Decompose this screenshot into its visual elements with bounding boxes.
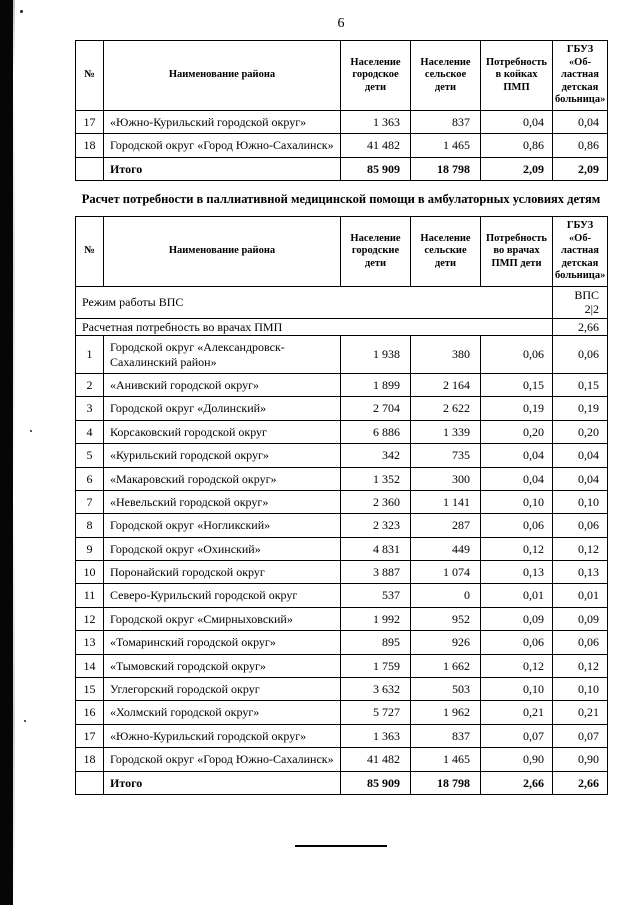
- row-number: 6: [76, 467, 104, 490]
- need-value: 0,09: [481, 607, 553, 630]
- total-need: 2,09: [481, 157, 553, 180]
- district-name: «Холмский городской округ»: [104, 701, 341, 724]
- need-value: 0,04: [481, 444, 553, 467]
- rural-children-value: 380: [411, 336, 481, 374]
- column-header-rural-children: Население сельские дети: [411, 217, 481, 287]
- beds-table-body: [76, 110, 608, 157]
- hospital-value: 0,86: [553, 134, 608, 157]
- rural-children-value: 837: [411, 110, 481, 133]
- calc-need-value: 2,66: [553, 318, 608, 335]
- need-value: 0,06: [481, 514, 553, 537]
- rural-children-value: 300: [411, 467, 481, 490]
- vps-mode-label: Режим работы ВПС: [76, 286, 553, 318]
- calc-need-label: Расчетная потребность во врачах ПМП: [76, 318, 553, 335]
- hospital-value: 0,06: [553, 336, 608, 374]
- table-row: [76, 584, 608, 607]
- urban-children-value: 1 363: [341, 110, 411, 133]
- column-header-urban-children: Население городские дети: [341, 217, 411, 287]
- table-row: [76, 654, 608, 677]
- rural-children-value: 1 465: [411, 748, 481, 771]
- need-value: 0,21: [481, 701, 553, 724]
- district-name: «Южно-Курильский городской округ»: [104, 724, 341, 747]
- row-number: 17: [76, 724, 104, 747]
- urban-children-value: 895: [341, 631, 411, 654]
- table-row: [76, 678, 608, 701]
- row-number: 8: [76, 514, 104, 537]
- rural-children-value: 926: [411, 631, 481, 654]
- scan-speck: [20, 10, 23, 13]
- hospital-value: 0,07: [553, 724, 608, 747]
- urban-children-value: 6 886: [341, 420, 411, 443]
- row-number: 1: [76, 336, 104, 374]
- hospital-value: 0,12: [553, 537, 608, 560]
- urban-children-value: 342: [341, 444, 411, 467]
- table-row: [76, 467, 608, 490]
- hospital-value: 0,10: [553, 490, 608, 513]
- urban-children-value: 1 352: [341, 467, 411, 490]
- district-name: Городской округ «Ногликский»: [104, 514, 341, 537]
- row-number: 10: [76, 561, 104, 584]
- rural-children-value: 1 662: [411, 654, 481, 677]
- district-name: Городской округ «Смирныховский»: [104, 607, 341, 630]
- need-value: 0,19: [481, 397, 553, 420]
- beds-need-table: [75, 40, 608, 181]
- urban-children-value: 2 704: [341, 397, 411, 420]
- table-row: [76, 336, 608, 374]
- rural-children-value: 735: [411, 444, 481, 467]
- urban-children-value: 2 323: [341, 514, 411, 537]
- hospital-value: 0,15: [553, 373, 608, 396]
- column-header-num: №: [76, 217, 104, 287]
- rural-children-value: 2 164: [411, 373, 481, 396]
- total-urban: 85 909: [341, 771, 411, 794]
- table-row: [76, 110, 608, 133]
- rural-children-value: 952: [411, 607, 481, 630]
- scan-edge-artifact: [0, 0, 13, 905]
- need-value: 0,10: [481, 678, 553, 701]
- table-row: [76, 537, 608, 560]
- district-name: «Курильский городской округ»: [104, 444, 341, 467]
- row-number: 14: [76, 654, 104, 677]
- district-name: Северо-Курильский городской округ: [104, 584, 341, 607]
- urban-children-value: 4 831: [341, 537, 411, 560]
- urban-children-value: 3 887: [341, 561, 411, 584]
- table-row: [76, 397, 608, 420]
- total-hospital: 2,66: [553, 771, 608, 794]
- need-value: 0,06: [481, 631, 553, 654]
- district-name: «Невельский городской округ»: [104, 490, 341, 513]
- scan-speck: [30, 430, 32, 432]
- row-number: 13: [76, 631, 104, 654]
- vps-mode-row: [76, 286, 608, 318]
- table-row: [76, 444, 608, 467]
- hospital-value: 0,10: [553, 678, 608, 701]
- rural-children-value: 837: [411, 724, 481, 747]
- district-name: «Анивский городской округ»: [104, 373, 341, 396]
- table-row: [76, 514, 608, 537]
- row-number: 2: [76, 373, 104, 396]
- district-name: Городской округ «Охинский»: [104, 537, 341, 560]
- need-value: 0,86: [481, 134, 553, 157]
- document-page: [75, 16, 607, 847]
- need-value: 0,04: [481, 467, 553, 490]
- row-number: 7: [76, 490, 104, 513]
- need-value: 0,15: [481, 373, 553, 396]
- row-number: 11: [76, 584, 104, 607]
- hospital-value: 0,21: [553, 701, 608, 724]
- section-heading: Расчет потребности в паллиативной медицинской помощи в амбулаторных условиях детям: [81, 192, 601, 207]
- outpatient-need-table: [75, 216, 608, 795]
- district-name: Городской округ «Город Южно-Сахалинск»: [104, 134, 341, 157]
- page-number: 6: [337, 16, 345, 31]
- column-header-doctors-need: Потребность во врачах ПМП дети: [481, 217, 553, 287]
- column-header-beds-need: Потребность в койках ПМП: [481, 41, 553, 111]
- rural-children-value: 1 074: [411, 561, 481, 584]
- rural-children-value: 2 622: [411, 397, 481, 420]
- rural-children-value: 449: [411, 537, 481, 560]
- need-value: 0,12: [481, 537, 553, 560]
- urban-children-value: 1 759: [341, 654, 411, 677]
- need-value: 0,04: [481, 110, 553, 133]
- table-header-row: [76, 217, 608, 287]
- district-name: «Южно-Курильский городской округ»: [104, 110, 341, 133]
- hospital-value: 0,01: [553, 584, 608, 607]
- column-header-num: №: [76, 41, 104, 111]
- row-number: 18: [76, 748, 104, 771]
- row-number: 17: [76, 110, 104, 133]
- total-rural: 18 798: [411, 771, 481, 794]
- scan-speck: [24, 720, 26, 722]
- column-header-hospital: ГБУЗ «Об-ластная детская больница»: [553, 217, 608, 287]
- rural-children-value: 1 339: [411, 420, 481, 443]
- row-number: 3: [76, 397, 104, 420]
- row-number: 18: [76, 134, 104, 157]
- need-value: 0,12: [481, 654, 553, 677]
- need-value: 0,06: [481, 336, 553, 374]
- row-number: 12: [76, 607, 104, 630]
- table-header-row: [76, 41, 608, 111]
- rural-children-value: 1 141: [411, 490, 481, 513]
- district-name: «Тымовский городской округ»: [104, 654, 341, 677]
- outpatient-table-body: [76, 336, 608, 771]
- district-name: Городской округ «Город Южно-Сахалинск»: [104, 748, 341, 771]
- table-row: [76, 373, 608, 396]
- need-value: 0,20: [481, 420, 553, 443]
- table-row: [76, 748, 608, 771]
- column-header-district: Наименование района: [104, 41, 341, 111]
- table-row: [76, 561, 608, 584]
- district-name: Углегорский городской округ: [104, 678, 341, 701]
- district-name: Поронайский городской округ: [104, 561, 341, 584]
- vps-mode-value: ВПС 2|2: [553, 286, 608, 318]
- column-header-rural-children: Население сельское дети: [411, 41, 481, 111]
- need-value: 0,07: [481, 724, 553, 747]
- hospital-value: 0,04: [553, 444, 608, 467]
- footer-rule: [295, 845, 387, 847]
- hospital-value: 0,19: [553, 397, 608, 420]
- hospital-value: 0,06: [553, 631, 608, 654]
- total-label: Итого: [104, 157, 341, 180]
- total-row: [76, 157, 608, 180]
- table-row: [76, 420, 608, 443]
- need-value: 0,01: [481, 584, 553, 607]
- row-number: 16: [76, 701, 104, 724]
- row-number: 15: [76, 678, 104, 701]
- district-name: Городской округ «Александровск-Сахалинский район»: [104, 336, 341, 374]
- total-need: 2,66: [481, 771, 553, 794]
- total-rural: 18 798: [411, 157, 481, 180]
- hospital-value: 0,06: [553, 514, 608, 537]
- district-name: Корсаковский городской округ: [104, 420, 341, 443]
- row-number: 9: [76, 537, 104, 560]
- total-label: Итого: [104, 771, 341, 794]
- need-value: 0,13: [481, 561, 553, 584]
- urban-children-value: 41 482: [341, 134, 411, 157]
- need-value: 0,10: [481, 490, 553, 513]
- urban-children-value: 1 363: [341, 724, 411, 747]
- district-name: Городской округ «Долинский»: [104, 397, 341, 420]
- total-urban: 85 909: [341, 157, 411, 180]
- rural-children-value: 0: [411, 584, 481, 607]
- urban-children-value: 1 992: [341, 607, 411, 630]
- rural-children-value: 1 962: [411, 701, 481, 724]
- rural-children-value: 1 465: [411, 134, 481, 157]
- district-name: «Макаровский городской округ»: [104, 467, 341, 490]
- hospital-value: 0,12: [553, 654, 608, 677]
- rural-children-value: 287: [411, 514, 481, 537]
- calc-need-row: [76, 318, 608, 335]
- column-header-district: Наименование района: [104, 217, 341, 287]
- urban-children-value: 41 482: [341, 748, 411, 771]
- hospital-value: 0,09: [553, 607, 608, 630]
- rural-children-value: 503: [411, 678, 481, 701]
- total-row-num-cell: [76, 771, 104, 794]
- table-row: [76, 724, 608, 747]
- hospital-value: 0,90: [553, 748, 608, 771]
- total-hospital: 2,09: [553, 157, 608, 180]
- row-number: 5: [76, 444, 104, 467]
- hospital-value: 0,04: [553, 467, 608, 490]
- total-row: [76, 771, 608, 794]
- table-row: [76, 490, 608, 513]
- need-value: 0,90: [481, 748, 553, 771]
- urban-children-value: 1 938: [341, 336, 411, 374]
- total-row-num-cell: [76, 157, 104, 180]
- district-name: «Томаринский городской округ»: [104, 631, 341, 654]
- urban-children-value: 2 360: [341, 490, 411, 513]
- table-row: [76, 134, 608, 157]
- urban-children-value: 537: [341, 584, 411, 607]
- row-number: 4: [76, 420, 104, 443]
- table-row: [76, 607, 608, 630]
- hospital-value: 0,13: [553, 561, 608, 584]
- table-row: [76, 701, 608, 724]
- urban-children-value: 3 632: [341, 678, 411, 701]
- column-header-urban-children: Население городское дети: [341, 41, 411, 111]
- hospital-value: 0,04: [553, 110, 608, 133]
- column-header-hospital: ГБУЗ «Об-ластная детская больница»: [553, 41, 608, 111]
- urban-children-value: 5 727: [341, 701, 411, 724]
- urban-children-value: 1 899: [341, 373, 411, 396]
- table-row: [76, 631, 608, 654]
- hospital-value: 0,20: [553, 420, 608, 443]
